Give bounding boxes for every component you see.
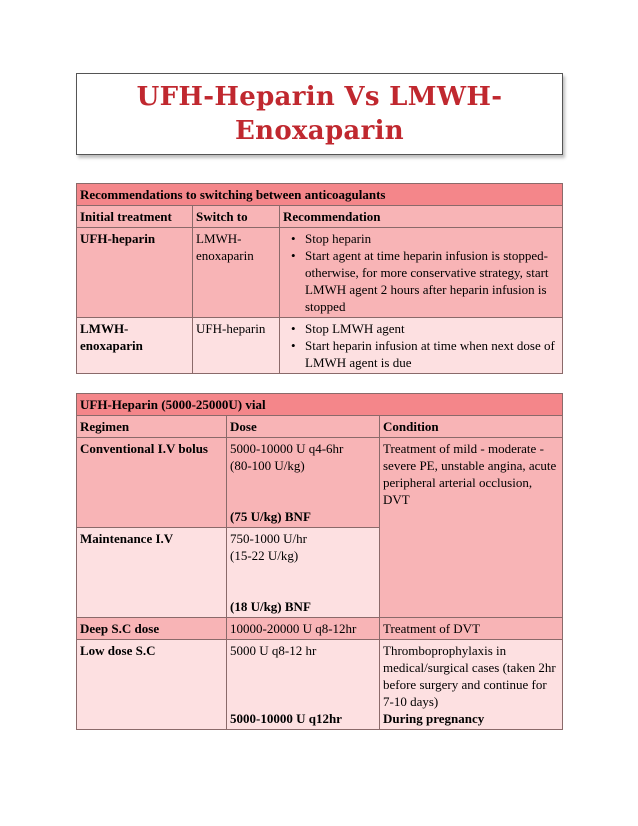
dose-cell [227, 528, 380, 618]
list-item: • Stop LMWH agent [305, 320, 559, 337]
condition-cell: Treatment of DVT [380, 618, 563, 640]
switch-to-cell: UFH-heparin [193, 318, 280, 374]
switch-to-cell: LMWH-enoxaparin [193, 228, 280, 318]
initial-cell: UFH-heparin [77, 228, 193, 318]
switching-table-caption: Recommendations to switching between anticoagulants [77, 184, 563, 206]
dose-line: 5000 U q8-12 hr [230, 643, 317, 658]
initial-cell: LMWH-enoxaparin [77, 318, 193, 374]
dose-line: 5000-10000 U q4-6hr [230, 441, 344, 456]
dose-line: 750-1000 U/hr [230, 531, 307, 546]
dose-cell [227, 438, 380, 528]
list-item: • Start heparin infusion at time when next dose of LMWH agent is due [305, 337, 559, 371]
regimen-cell: Maintenance I.V [77, 528, 227, 618]
dose-line: (80-100 U/kg) [230, 458, 305, 473]
table-row [77, 438, 563, 528]
table-row [77, 318, 563, 374]
condition-cell: Treatment of mild - moderate -severe PE, unstable angina, acute peripheral arterial occlusion, DVT [380, 438, 563, 618]
dosing-table-caption: UFH-Heparin (5000-25000U) vial [77, 394, 563, 416]
header-switch-to: Switch to [193, 206, 280, 228]
condition-pregnancy: During pregnancy [383, 711, 485, 726]
list-item: • Start agent at time heparin infusion is stopped-otherwise, for more conservative strategy, start LMWH agent 2 hours after heparin infusion is stopped [305, 247, 559, 315]
recommendation-cell [280, 318, 563, 374]
dose-bnf: (18 U/kg) BNF [230, 599, 311, 614]
dose-line: (15-22 U/kg) [230, 548, 299, 563]
table-row [77, 640, 563, 730]
regimen-cell: Deep S.C dose [77, 618, 227, 640]
list-item: • Stop heparin [305, 230, 559, 247]
dose-bnf: (75 U/kg) BNF [230, 509, 311, 524]
condition-cell [380, 640, 563, 730]
dose-cell: 10000-20000 U q8-12hr [227, 618, 380, 640]
header-recommendation: Recommendation [280, 206, 563, 228]
table-row [77, 228, 563, 318]
page-title-line-1: UFH-Heparin Vs LMWH- [136, 82, 503, 112]
dose-pregnancy: 5000-10000 U q12hr [230, 711, 342, 726]
recommendation-cell [280, 228, 563, 318]
condition-text: Thromboprophylaxis in medical/surgical cases (taken 2hr before surgery and continue for 7-10 days) [383, 643, 556, 709]
heparin-dosing-table [76, 393, 563, 730]
header-dose: Dose [227, 416, 380, 438]
regimen-cell: Low dose S.C [77, 640, 227, 730]
header-initial-treatment: Initial treatment [77, 206, 193, 228]
header-regimen: Regimen [77, 416, 227, 438]
title-box [76, 73, 563, 155]
regimen-cell: Conventional I.V bolus [77, 438, 227, 528]
page-title-line-2: Enoxaparin [235, 116, 404, 146]
header-condition: Condition [380, 416, 563, 438]
dose-cell [227, 640, 380, 730]
switching-table [76, 183, 563, 374]
table-row [77, 618, 563, 640]
